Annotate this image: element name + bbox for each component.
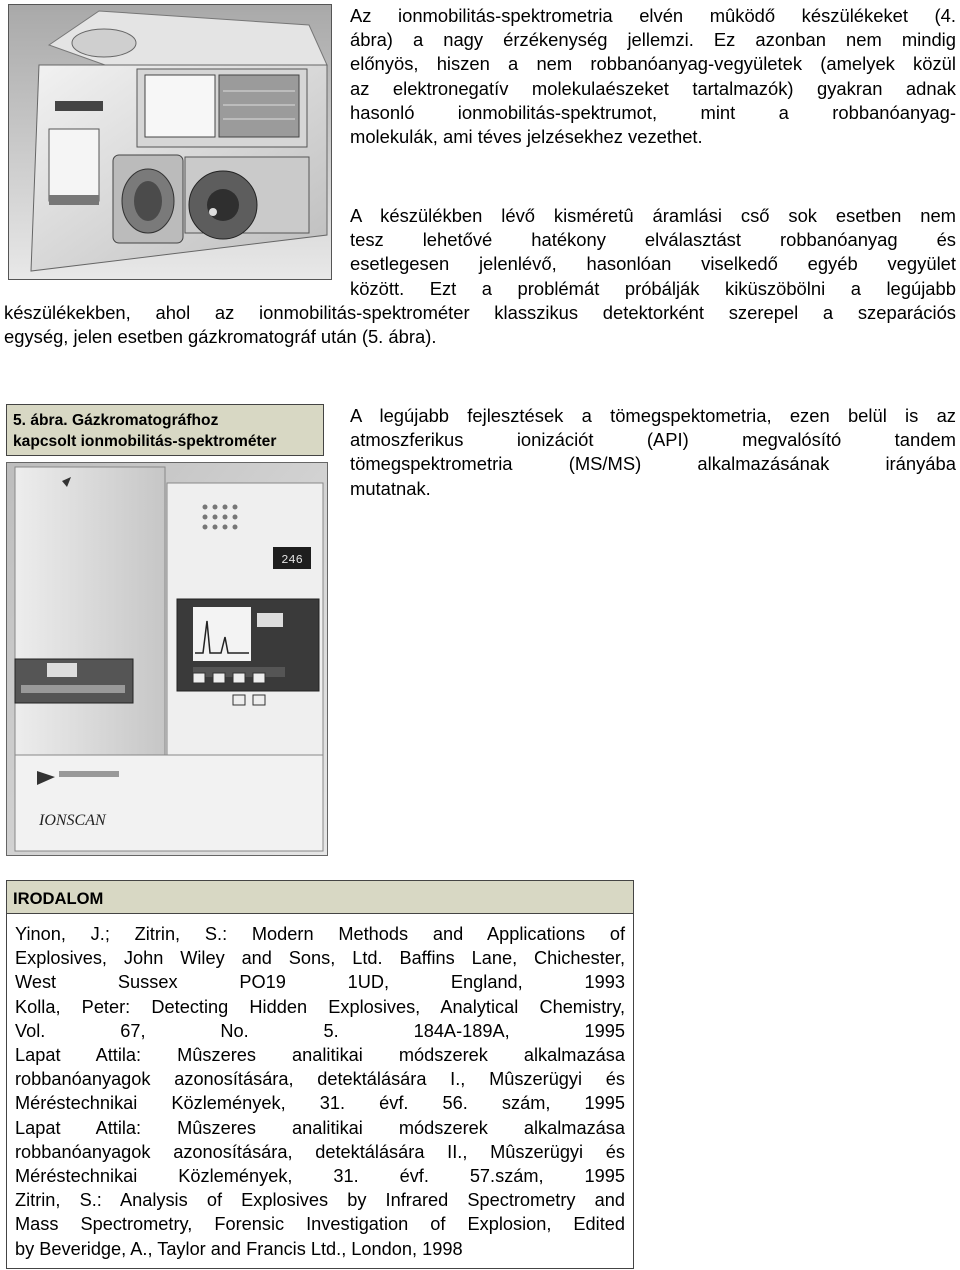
text-line: esetlegesen jelenlévő, hasonlóan viselkedő egyéb vegyület (350, 253, 956, 275)
reference-line: Méréstechnikai Közlemények, 31. évf. 56. szám, 1995 (15, 1093, 625, 1114)
reference-line: Explosives, John Wiley and Sons, Ltd. Baffins Lane, Chichester, (15, 948, 625, 969)
caption-line: 5. ábra. Gázkromatográfhoz (13, 412, 219, 429)
caption-line: kapcsolt ionmobilitás-spektrométer (13, 433, 277, 450)
reference-line: Méréstechnikai Közlemények, 31. évf. 57.szám, 1995 (15, 1166, 625, 1187)
paragraph-1 (350, 4, 956, 149)
text-line: A legújabb fejlesztések a tömegspektometria, ezen belül is az (350, 405, 956, 426)
references-list (6, 913, 634, 1269)
text-line: atmoszferikus ionizációt (API) megvalósító tandem (350, 429, 956, 451)
text-line: előnyös, hiszen a nem robbanóanyag-vegyületek (amelyek közül (350, 53, 956, 75)
text-line: egység, jelen esetben gázkromatográf után (5. ábra). (4, 326, 437, 348)
text-line: Az ionmobilitás-spektrometria elvén mûködő készülékeket (4. (350, 5, 956, 26)
display-readout: 246 (281, 553, 303, 567)
reference-line: Mass Spectrometry, Forensic Investigation of Explosion, Edited (15, 1214, 625, 1235)
reference-line: by Beveridge, A., Taylor and Francis Ltd., London, 1998 (15, 1238, 463, 1259)
text-line: molekulák, ami téves jelzésekhez vezethet. (350, 126, 703, 148)
reference-line: Zitrin, S.: Analysis of Explosives by Infrared Spectrometry and (15, 1190, 625, 1211)
text-line: az elektronegatív molekulaészeket tartalmazók) gyakran adnak (350, 77, 956, 99)
text-line: tesz lehetővé hatékony elválasztást robbanóanyag és (350, 229, 956, 251)
text-line: között. Ezt a problémát próbálják kiküszöbölni a legújabb (350, 277, 956, 299)
text-line: hasonló ionmobilitás-spektrumot, mint a robbanóanyag- (350, 101, 956, 123)
text-line: A készülékben lévő kisméretû áramlási cső sok esetben nem (350, 205, 956, 226)
reference-line: Vol. 67, No. 5. 184A-189A, 1995 (15, 1020, 625, 1041)
text-line: ábra) a nagy érzékenység jellemzi. Ez azonban nem mindig (350, 29, 956, 51)
text-line: készülékekben, ahol az ionmobilitás-spektrométer klasszikus detektorként szerepel a szeparációs (4, 301, 956, 323)
figure-5-caption (6, 404, 324, 456)
text-line: mutatnak. (350, 477, 431, 499)
paragraph-3 (350, 404, 956, 501)
text-line: tömegspektrometria (MS/MS) alkalmazásának irányába (350, 453, 956, 475)
reference-line: Yinon, J.; Zitrin, S.: Modern Methods and Applications of (15, 924, 625, 944)
reference-line: Lapat Attila: Mûszeres analitikai módszerek alkalmazása (15, 1117, 625, 1138)
figure-5-photo (6, 462, 328, 856)
reference-line: West Sussex PO19 1UD, England, 1993 (15, 972, 625, 993)
reference-line: Lapat Attila: Mûszeres analitikai módszerek alkalmazása (15, 1045, 625, 1066)
reference-line: robbanóanyagok azonosítására, detektálására I., Mûszerügyi és (15, 1069, 625, 1090)
reference-line: robbanóanyagok azonosítására, detektálására II., Mûszerügyi és (15, 1141, 625, 1162)
paragraph-2 (4, 204, 956, 349)
device-label: IONSCAN (39, 812, 106, 829)
reference-line: Kolla, Peter: Detecting Hidden Explosives, Analytical Chemistry, (15, 996, 625, 1017)
references-heading: IRODALOM (6, 880, 634, 914)
